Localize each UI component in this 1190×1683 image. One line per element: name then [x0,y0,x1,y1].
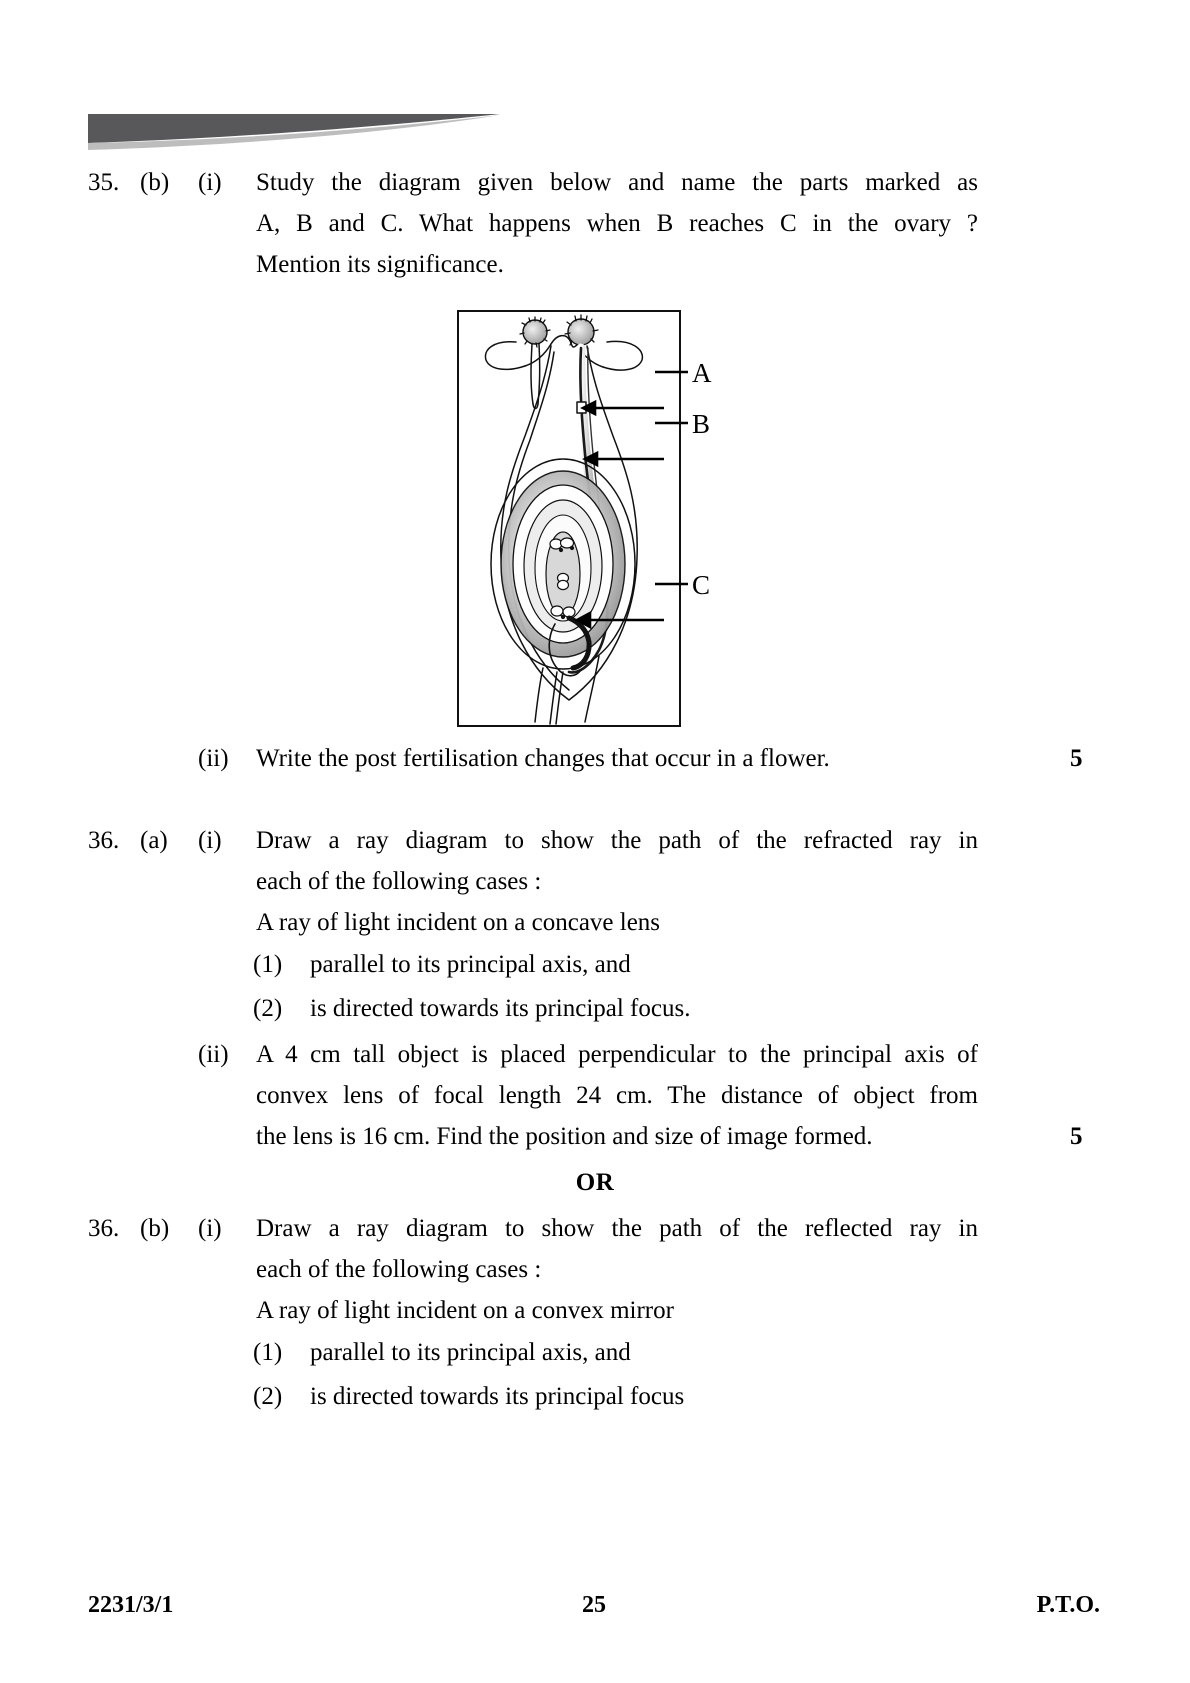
header-swoosh-decoration [88,112,508,154]
question-35b-i [88,162,1078,285]
question-36a-ii-line1: A 4 cm tall object is placed perpendicular to the principal axis of [256,1041,978,1068]
marks-36a: 5 [1070,1123,1083,1150]
figure-label-b: B [692,409,711,439]
pto-label: P.T.O. [1036,1592,1100,1618]
question-36a-ii [88,1034,1078,1157]
paper-code: 2231/3/1 [88,1592,174,1618]
question-36b-i-sub-2 [253,1376,975,1417]
marks-35b: 5 [1070,745,1083,772]
sub-item-label: (1) [253,1339,283,1366]
question-36b-i-line3: A ray of light incident on a convex mirror [256,1297,674,1324]
question-35b-ii [88,738,1078,779]
figure-label-a: A [692,358,712,388]
question-36a-i-sub-1 [253,944,975,985]
page-footer [88,1592,1100,1619]
sub-item-label: (2) [253,1383,283,1410]
question-36a-ii-line3: the lens is 16 cm. Find the position and size of image formed. [256,1123,873,1150]
sub-item-label: (1) [253,951,283,978]
or-separator: OR [575,1169,615,1196]
sub-item-text: parallel to its principal axis, and [310,951,631,978]
question-35b-i-line3: Mention its significance. [256,251,504,278]
question-36a-i-line1: Draw a ray diagram to show the path of the refracted ray in [256,827,978,854]
question-roman: (ii) [198,1041,229,1068]
question-36a-ii-line2: convex lens of focal length 24 cm. The distance of object from [256,1082,978,1109]
question-alpha: (b) [140,169,170,196]
sub-item-label: (2) [253,995,283,1022]
question-alpha: (b) [140,1215,170,1242]
question-roman: (i) [198,169,222,196]
question-roman: (i) [198,827,222,854]
question-35b-i-line1: Study the diagram given below and name the parts marked as [256,169,978,196]
question-36b-i [88,1208,1078,1331]
page-number: 25 [582,1592,606,1618]
question-36b-i-sub-1 [253,1332,975,1373]
question-36b-i-line2: each of the following cases : [256,1256,542,1283]
question-roman: (i) [198,1215,222,1242]
question-36a-i-sub-2 [253,988,975,1029]
figure-label-c: C [692,570,711,600]
figure-pistil-diagram [457,310,681,727]
question-35b-ii-text: Write the post fertilisation changes that occur in a flower. [256,745,830,772]
question-number: 36. [88,1215,120,1242]
question-36a-i-line2: each of the following cases : [256,868,542,895]
question-number: 36. [88,827,120,854]
question-number: 35. [88,169,120,196]
question-35b-i-line2: A, B and C. What happens when B reaches C in the ovary ? [256,210,978,237]
sub-item-text: is directed towards its principal focus. [310,995,691,1022]
question-36a-i [88,820,1078,943]
sub-item-text: parallel to its principal axis, and [310,1339,631,1366]
question-roman: (ii) [198,745,229,772]
question-alpha: (a) [140,827,168,854]
sub-item-text: is directed towards its principal focus [310,1383,685,1410]
question-36b-i-line1: Draw a ray diagram to show the path of the reflected ray in [256,1215,978,1242]
figure-leader-stubs [655,300,703,640]
question-36a-i-line3: A ray of light incident on a concave lens [256,909,661,936]
